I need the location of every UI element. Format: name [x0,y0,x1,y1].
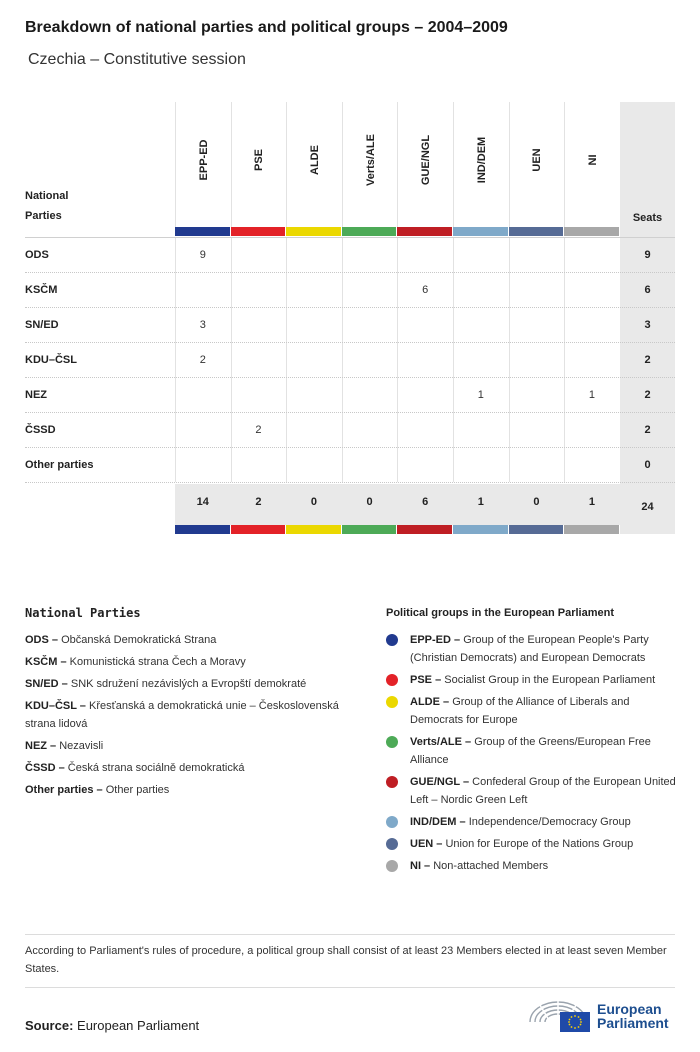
row-divider [25,377,675,378]
legend-name: Non-attached Members [433,860,549,872]
group-color-dot [386,838,398,850]
group-color-bar [564,525,619,534]
table-cell: 2 [255,424,262,436]
table-cell: 6 [422,284,429,296]
group-color-bar [453,525,508,534]
party-row-label: KSČM [25,284,58,296]
national-party-legend-item [25,653,345,671]
legend-name: Nezavisli [59,740,104,752]
page-subtitle: Czechia – Constitutive session [28,51,246,68]
group-color-bar [564,227,619,236]
party-row-label: KDU–ČSL [25,354,77,366]
column-divider [453,237,454,482]
group-code: IND/DEM [475,136,488,184]
group-total: 1 [477,496,484,508]
group-column-header [397,102,454,227]
group-column-header [175,102,232,227]
table-cell: 2 [199,354,206,366]
national-party-legend-item [25,697,345,733]
european-parliament-logo [526,996,676,1036]
political-group-legend-item [386,671,678,689]
legend-name: Group of the Greens/European Free Alliance [410,736,651,766]
legend-abbr: ODS – [25,634,62,646]
source [25,1018,199,1033]
national-party-legend-item [25,631,345,649]
table-cell: 1 [477,389,484,401]
party-row-label: ČSSD [25,424,56,436]
group-color-dot [386,634,398,646]
table-cell: 1 [588,389,596,401]
legend-name: Union for Europe of the Nations Group [445,838,634,850]
group-color-bar [397,525,452,534]
party-seats: 6 [644,284,651,296]
group-color-bar [509,227,564,236]
group-color-bar [342,525,397,534]
legend-name: Independence/Democracy Group [468,816,631,828]
legend-abbr: PSE – [410,674,445,686]
column-divider [509,237,510,482]
political-group-legend-item [386,693,678,729]
party-seats: 0 [644,459,651,471]
breakdown-table [25,102,675,534]
group-total: 0 [310,496,318,508]
national-party-legend-item [25,759,345,777]
party-seats: 2 [644,389,651,401]
party-seats: 2 [644,424,651,436]
legend-abbr: SN/ED – [25,678,71,690]
group-column-header [564,102,621,227]
group-color-bar [286,227,341,236]
row-divider [25,447,675,448]
party-seats: 2 [644,354,651,366]
legend-name: Group of the Alliance of Liberals and Democrats for Europe [410,696,630,726]
group-color-bar [231,525,286,534]
source-value: European Parliament [77,1018,200,1033]
legend-name: Česká strana sociálně demokratická [67,762,245,774]
group-color-bar [231,227,286,236]
legend-name: Confederal Group of the European United Left – Nordic Green Left [410,776,676,806]
group-color-bar [453,227,508,236]
group-color-bar [175,525,230,534]
national-parties-header: National Parties [25,190,69,222]
footnote: According to Parliament's rules of procedure, a political group shall consist of at least 23 Members elected in at least seven Member States. [25,945,667,975]
political-group-legend-item [386,857,678,875]
group-total: 1 [588,496,596,508]
legend-name: Group of the European People's Party (Christian Democrats) and European Democrats [410,634,649,664]
party-row-label: SN/ED [25,319,59,331]
legend-abbr: IND/DEM – [410,816,469,828]
group-color-dot [386,860,398,872]
group-code: NI [586,154,599,166]
national-parties-legend-title: National Parties [25,606,141,620]
group-color-dot [386,696,398,708]
total-seats: 24 [641,501,654,513]
political-groups-legend [386,631,678,879]
national-party-legend-item [25,675,345,693]
legend-abbr: GUE/NGL – [410,776,473,788]
group-total: 2 [255,496,262,508]
group-code: ALDE [308,145,321,175]
legend-abbr: ČSSD – [25,762,68,774]
column-divider [397,237,398,482]
legend-name: Other parties [105,784,170,796]
table-cell: 9 [199,249,206,261]
political-group-legend-item [386,813,678,831]
source-label: Source: [25,1018,74,1033]
group-code: PSE [253,148,266,172]
group-code: EPP-ED [197,139,210,181]
eu-flag-icon [560,1012,590,1032]
group-color-bar [286,525,341,534]
divider [25,934,675,935]
row-divider [25,482,675,483]
header-divider [25,237,675,238]
group-code: Verts/ALE [364,134,377,186]
group-total: 0 [366,496,373,508]
group-total: 14 [196,496,209,508]
row-divider [25,272,675,273]
row-divider [25,307,675,308]
national-party-legend-item [25,781,345,799]
political-group-legend-item [386,773,678,809]
political-group-legend-item [386,631,678,667]
group-color-dot [386,674,398,686]
row-divider [25,342,675,343]
legend-abbr: KDU–ČSL – [25,700,89,712]
group-color-dot [386,736,398,748]
group-color-dot [386,816,398,828]
political-group-legend-item [386,733,678,769]
legend-abbr: EPP-ED – [410,634,464,646]
group-color-bar [397,227,452,236]
column-divider [231,237,232,482]
political-groups-legend-title: Political groups in the European Parliament [386,607,614,619]
legend-name: Křesťanská a demokratická unie – Československá strana lidová [25,700,339,730]
legend-name: Občanská Demokratická Strana [61,634,217,646]
legend-abbr: NEZ – [25,740,60,752]
party-row-label: NEZ [25,389,47,401]
party-row-label: Other parties [25,459,94,471]
legend-abbr: Other parties – [25,784,106,796]
seats-header: Seats [632,212,663,224]
legend-name: SNK sdružení nezávislých a Evropští demokraté [70,678,307,690]
logo-text: European Parliament [597,1001,669,1031]
page-title: Breakdown of national parties and political groups – 2004–2009 [25,19,508,36]
political-group-legend-item [386,835,678,853]
party-seats: 9 [644,249,651,261]
group-code: UEN [531,148,544,172]
legend-abbr: Verts/ALE – [410,736,475,748]
group-column-header [509,102,566,227]
group-column-header [231,102,288,227]
group-color-bar [509,525,564,534]
column-divider [286,237,287,482]
group-code: GUE/NGL [420,134,433,186]
legend-name: Socialist Group in the European Parliament [444,674,656,686]
group-color-bar [175,227,230,236]
national-party-legend-item [25,737,345,755]
group-color-dot [386,776,398,788]
column-divider [564,237,565,482]
legend-abbr: KSČM – [25,656,70,668]
party-row-label: ODS [25,249,49,261]
group-column-header [342,102,399,227]
legend-abbr: UEN – [410,838,446,850]
table-cell: 3 [199,319,206,331]
group-total: 6 [422,496,429,508]
divider [25,987,675,988]
group-color-bar [342,227,397,236]
legend-abbr: ALDE – [410,696,453,708]
national-parties-legend [25,631,345,803]
legend-name: Komunistická strana Čech a Moravy [69,656,246,668]
party-seats: 3 [644,319,651,331]
group-total: 0 [533,496,540,508]
column-divider [342,237,343,482]
group-column-header [286,102,343,227]
legend-abbr: NI – [410,860,434,872]
group-column-header [453,102,510,227]
row-divider [25,412,675,413]
